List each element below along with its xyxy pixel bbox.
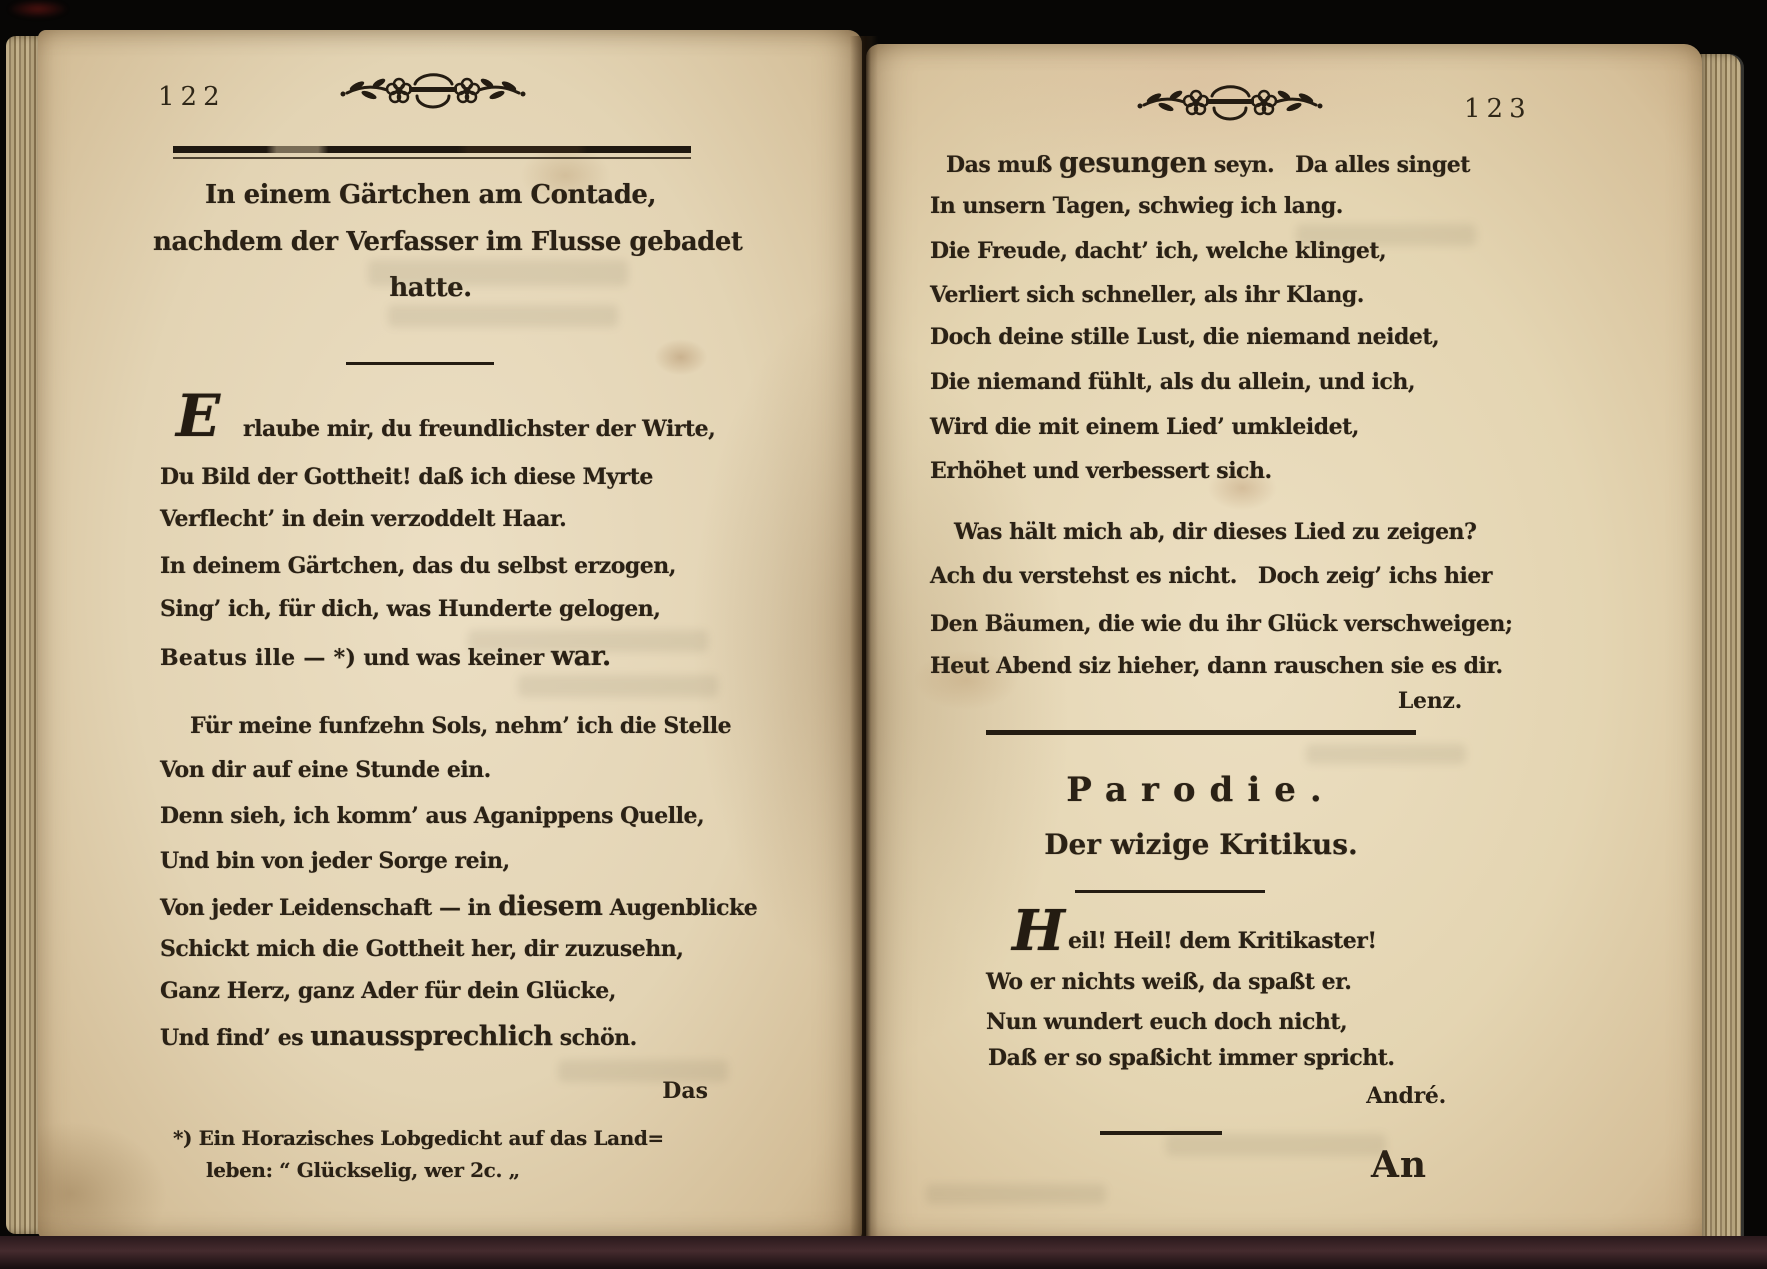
- poem-line: Den Bäumen, die wie du ihr Glück verschweigen;: [930, 611, 1513, 637]
- show-through-smudge: [558, 1060, 728, 1082]
- section-heading: Parodie.: [1066, 770, 1336, 810]
- poem-line-emphasis: [160, 1021, 637, 1052]
- line-text: und was keiner: [356, 645, 551, 671]
- line-text: Das muß: [946, 152, 1060, 178]
- line-text: Von jeder Leidenschaft — in: [160, 895, 499, 921]
- latin-phrase: Beatus ille — *): [160, 645, 357, 671]
- poem-line: Du Bild der Gottheit! daß ich diese Myrte: [160, 464, 653, 490]
- poem-line: Schickt mich die Gottheit her, dir zuzusehn,: [160, 936, 684, 962]
- poem-line: Die niemand fühlt, als du allein, und ich,: [930, 369, 1416, 395]
- poem-line: Sing’ ich, für dich, was Hunderte gelogen,: [160, 596, 661, 622]
- poem-line: Was hält mich ab, dir dieses Lied zu zeigen?: [954, 519, 1477, 545]
- poem-line: Ach du verstehst es nicht. Doch zeig’ ichs hier: [930, 563, 1492, 589]
- right-page-edges: [1697, 54, 1741, 1244]
- catchword: Das: [662, 1078, 708, 1104]
- poem-line: Daß er so spaßicht immer spricht.: [988, 1045, 1395, 1071]
- poem-line: Wird die mit einem Lied’ umkleidet,: [930, 414, 1359, 440]
- poem-line: Von dir auf eine Stunde ein.: [160, 757, 491, 783]
- show-through-smudge: [1166, 1134, 1386, 1156]
- emphasized-word: gesungen: [1059, 146, 1207, 179]
- book-page-right: [866, 44, 1702, 1244]
- section-rule: [986, 730, 1416, 735]
- poem-line: Für meine funfzehn Sols, nehm’ ich die Stelle: [190, 713, 732, 739]
- book-cover-edge: [0, 1236, 1767, 1269]
- poem-attribution: Lenz.: [1397, 688, 1462, 714]
- emphasized-word: war.: [550, 641, 611, 672]
- emphasized-word: unaussprechlich: [310, 1021, 553, 1052]
- poem-line: rlaube mir, du freundlichster der Wirte,: [243, 416, 716, 442]
- poem-line: eil! Heil! dem Kritikaster!: [1068, 928, 1377, 954]
- page-number-left: 122: [158, 82, 226, 112]
- title-line: In einem Gärtchen am Contade,: [204, 180, 656, 210]
- show-through-smudge: [1296, 224, 1476, 246]
- show-through-smudge: [468, 630, 708, 652]
- show-through-smudge: [368, 260, 628, 286]
- poem-line: Denn sieh, ich komm’ aus Aganippens Quelle,: [160, 803, 705, 829]
- poem-line: Wo er nichts weiß, da spaßt er.: [986, 969, 1352, 995]
- emphasized-word: diesem: [498, 891, 603, 922]
- show-through-smudge: [388, 305, 618, 327]
- dropcap-initial: H: [1012, 898, 1065, 964]
- poem-line: Heut Abend siz hieher, dann rauschen sie es dir.: [930, 653, 1503, 679]
- footnote-line: leben: “ Glückselig, wer 2c. „: [206, 1158, 520, 1182]
- poem-line-emphasis: [160, 891, 757, 922]
- catchword: An: [1371, 1144, 1428, 1186]
- poem-line: Die Freude, dacht’ ich, welche klinget,: [930, 238, 1387, 264]
- line-text: Und find’ es: [160, 1025, 311, 1051]
- poem-line: Erhöhet und verbessert sich.: [930, 458, 1272, 484]
- show-through-smudge: [1306, 744, 1466, 764]
- title-separator-rule: [346, 362, 494, 365]
- poem-line: Und bin von jeder Sorge rein,: [160, 848, 510, 874]
- poem-line: In unsern Tagen, schwieg ich lang.: [930, 193, 1343, 219]
- show-through-smudge: [926, 1184, 1106, 1204]
- poem-line: Verflecht’ in dein verzoddelt Haar.: [160, 506, 567, 532]
- line-text: Augenblicke: [602, 895, 758, 921]
- section-subheading: Der wizige Kritikus.: [1044, 828, 1358, 861]
- page-number-right: 123: [1464, 94, 1532, 124]
- poem-line: Doch deine stille Lust, die niemand neidet,: [930, 324, 1440, 350]
- poem-line: In deinem Gärtchen, das du selbst erzogen,: [160, 553, 676, 579]
- poem-line: Verliert sich schneller, als ihr Klang.: [930, 282, 1364, 308]
- red-streak-decoration: [8, 0, 68, 18]
- title-line: hatte.: [389, 273, 472, 303]
- dropcap-initial: E: [176, 382, 221, 450]
- footnote-line: *) Ein Horazisches Lobgedicht auf das Land=: [173, 1126, 664, 1150]
- rose-garland-ornament-icon: [1130, 80, 1330, 126]
- line-text: schön.: [552, 1025, 637, 1051]
- poem-line: Nun wundert euch doch nicht,: [986, 1009, 1348, 1035]
- poem-line: Ganz Herz, ganz Ader für dein Glücke,: [160, 978, 616, 1004]
- subheading-rule: [1075, 890, 1265, 893]
- title-line: nachdem der Verfasser im Flusse gebadet: [153, 227, 743, 257]
- book-gutter-shadow: [850, 36, 878, 1242]
- show-through-smudge: [518, 675, 718, 697]
- book-page-left: [38, 30, 862, 1242]
- poem-attribution: André.: [1366, 1083, 1446, 1109]
- poem-line-emphasis: [946, 146, 1470, 179]
- line-text: seyn. Da alles singet: [1206, 152, 1470, 178]
